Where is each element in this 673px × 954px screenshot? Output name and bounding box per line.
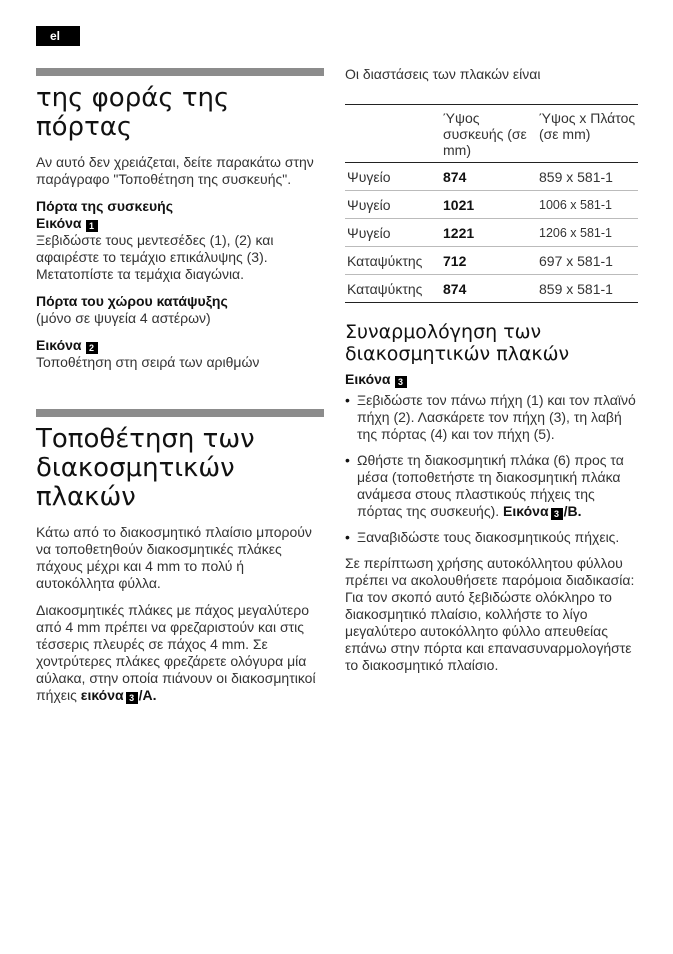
appliance-door-heading: Πόρτα της συσκευής — [36, 198, 173, 214]
table-cell: 1021 — [443, 191, 539, 219]
figure-reference: Εικόνα 3 /B. — [503, 503, 582, 519]
table-row — [345, 191, 638, 219]
freezer-door-heading: Πόρτα του χώρου κατάψυξης — [36, 293, 228, 309]
decor-panel-paragraph-1: Κάτω από το διακοσμητικό πλαίσιο μπορούν να τοποθετηθούν διακοσμητικές πλάκες πάχους μέχρι και 4 mm το πολύ ή αυτοκόλλητα φύλλα. — [36, 524, 312, 591]
dimensions-table — [345, 104, 638, 303]
table-cell: Καταψύκτης — [345, 247, 443, 275]
section-title-decor-panels: Τοποθέτηση των διακοσμητικών πλακών — [36, 424, 255, 512]
table-cell: Ψυγείο — [345, 191, 443, 219]
table-cell: 859 x 581-1 — [539, 163, 638, 191]
table-row — [345, 163, 638, 191]
section-title-assembly: Συναρμολόγηση των διακοσμητικών πλακών — [345, 321, 570, 365]
table-cell: Ψυγείο — [345, 163, 443, 191]
figure-1-number: 1 — [86, 220, 98, 232]
table-cell: 859 x 581-1 — [539, 275, 638, 303]
figure-reference: εικόνα 3 /A. — [80, 687, 157, 703]
right-column — [345, 66, 638, 674]
section-title-door-reversal: της φοράς της πόρτας — [36, 83, 230, 142]
figure-3-label: Εικόνα 3 — [345, 371, 638, 388]
figure-2-label: Εικόνα 2 — [36, 337, 324, 354]
freezer-door-instructions: Τοποθέτηση στη σειρά των αριθμών — [36, 354, 260, 370]
table-header-cell — [345, 105, 443, 163]
figure-3-number: 3 — [395, 376, 407, 388]
section-rule — [36, 409, 324, 417]
language-tag: el — [36, 26, 80, 46]
appliance-door-instructions: Ξεβιδώστε τους μεντεσέδες (1), (2) και αφαιρέστε το τεμάχιο επικάλυψης (3). Μετατοπίστε τα τεμάχια διαγώνια. — [36, 232, 274, 282]
table-cell: 1221 — [443, 219, 539, 247]
table-cell: 712 — [443, 247, 539, 275]
figure-3-number: 3 — [551, 508, 563, 520]
table-row — [345, 247, 638, 275]
table-cell: 874 — [443, 163, 539, 191]
figure-3-number: 3 — [126, 692, 138, 704]
table-intro: Οι διαστάσεις των πλακών είναι — [345, 66, 541, 82]
left-column — [36, 68, 324, 704]
list-item: • Ωθήστε τη διακοσμητική πλάκα (6) προς τα μέσα (τοποθετήστε τη διακοσμητική πλάκα ανάμεσα στους πλαστικούς πήχεις της πόρτας της συσκευής). Εικόνα 3 /B. — [345, 452, 638, 520]
intro-paragraph: Αν αυτό δεν χρειάζεται, δείτε παρακάτω στην παράγραφο "Τοποθέτηση της συσκευής". — [36, 154, 314, 187]
closing-paragraph: Σε περίπτωση χρήσης αυτοκόλλητου φύλλου πρέπει να ακολουθήσετε παρόμοια διαδικασία: Για τον σκοπό αυτό ξεβιδώστε ολόκληρο το διακοσμητικό πλαίσιο, κολλήστε το λίγο μεγαλύτερο αυτοκόλλητο φύλλο απευθείας επάνω στην πόρτα και επανασυναρμολογήστε το διακοσμητικό πλαίσιο. — [345, 555, 635, 673]
table-row — [345, 219, 638, 247]
table-cell: 1006 x 581-1 — [539, 191, 638, 219]
freezer-door-note: (μόνο σε ψυγεία 4 αστέρων) — [36, 310, 211, 326]
figure-2-number: 2 — [86, 342, 98, 354]
list-item: • Ξεβιδώστε τον πάνω πήχη (1) και τον πλαϊνό πήχη (2). Λασκάρετε τον πήχη (3), τη λαβή της πόρτας (4) και τον πήχη (5). — [345, 392, 638, 443]
table-cell: Καταψύκτης — [345, 275, 443, 303]
table-cell: 697 x 581-1 — [539, 247, 638, 275]
table-cell: Ψυγείο — [345, 219, 443, 247]
figure-1-label: Εικόνα 1 — [36, 215, 324, 232]
section-rule — [36, 68, 324, 76]
table-header-row — [345, 105, 638, 163]
assembly-steps — [345, 392, 638, 546]
decor-panel-paragraph-2: Διακοσμητικές πλάκες με πάχος μεγαλύτερο από 4 mm πρέπει να φρεζαριστούν και στις τέσσερις πλευρές σε πάχος 4 mm. Σε χοντρύτερες πλάκες φρεζάρετε ολόγυρα μία αύλακα, στην οποία πιάνουν οι διακοσμητικοί πήχεις εικόνα 3 /A. — [36, 602, 316, 703]
table-header-cell: Ύψος συσκευής (σε mm) — [443, 105, 539, 163]
table-row — [345, 275, 638, 303]
list-item: • Ξαναβιδώστε τους διακοσμητικούς πήχεις. — [345, 529, 638, 546]
table-header-cell: Ύψος x Πλάτος (σε mm) — [539, 105, 638, 163]
table-cell: 874 — [443, 275, 539, 303]
table-cell: 1206 x 581-1 — [539, 219, 638, 247]
